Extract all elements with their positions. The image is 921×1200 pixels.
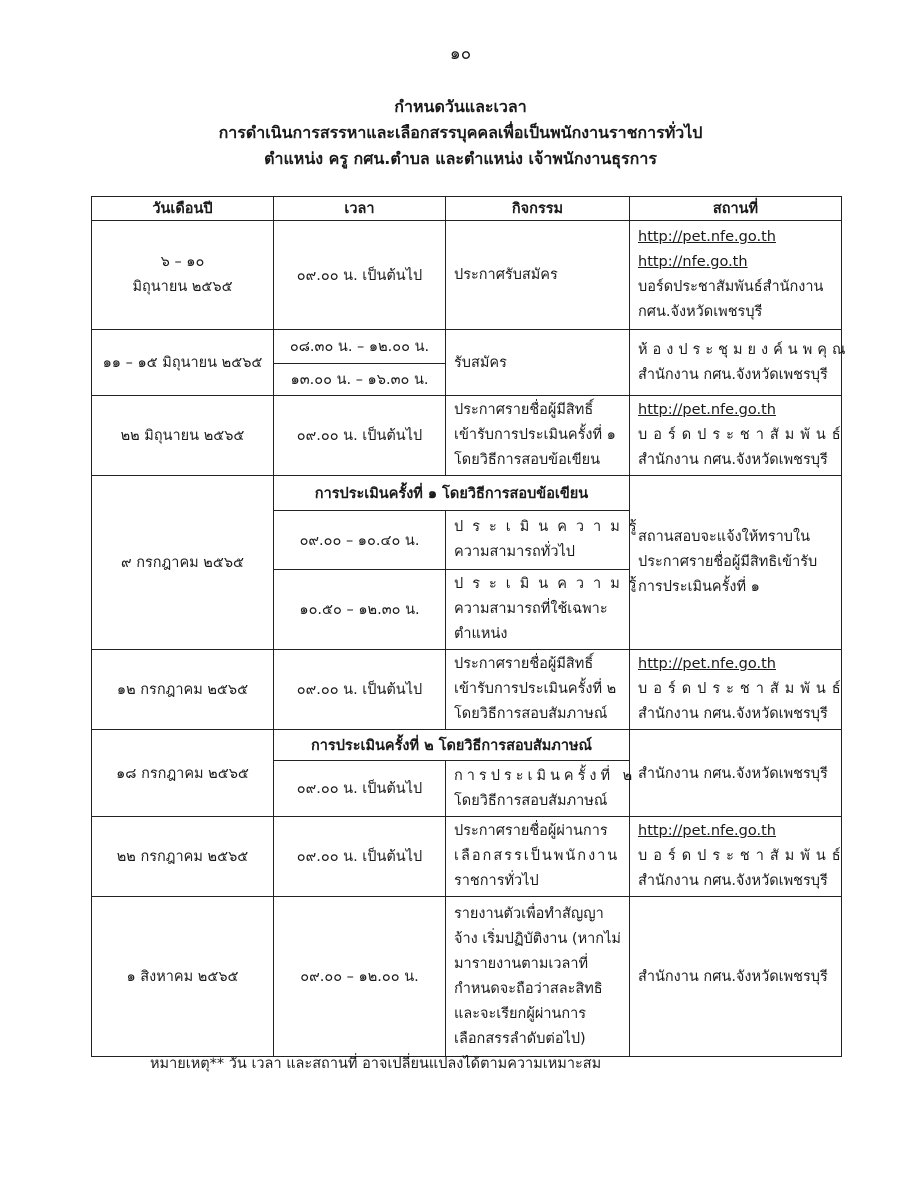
activity-cell: ประเมินความรู้ ความสามารถทั่วไป <box>446 511 630 570</box>
time-cell: ๐๙.๐๐ – ๑๒.๐๐ น. <box>274 897 446 1057</box>
header-activity: กิจกรรม <box>446 197 630 221</box>
date-cell: ๑๘ กรกฎาคม ๒๕๖๕ <box>92 730 274 817</box>
title-line-3: ตำแหน่ง ครู กศน.ตำบล และตำแหน่ง เจ้าพนักงานธุรการ <box>264 149 657 168</box>
date-cell: ๒๒ กรกฎาคม ๒๕๖๕ <box>92 817 274 897</box>
date-cell: ๒๒ มิถุนายน ๒๕๖๕ <box>92 396 274 476</box>
time-cell: ๐๙.๐๐ – ๑๐.๔๐ น. <box>274 511 446 570</box>
header-date: วันเดือนปี <box>92 197 274 221</box>
page-number: ๑๐ <box>449 44 472 64</box>
time-cell: ๐๙.๐๐ น. เป็นต้นไป <box>274 817 446 897</box>
place-cell: สำนักงาน กศน.จังหวัดเพชรบุรี <box>630 897 842 1057</box>
date-cell: ๙ กรกฎาคม ๒๕๖๕ <box>92 476 274 650</box>
assessment-1-heading: การประเมินครั้งที่ ๑ โดยวิธีการสอบข้อเขียน <box>274 476 630 511</box>
header-time: เวลา <box>274 197 446 221</box>
activity-cell: รับสมัคร <box>446 330 630 396</box>
place-cell: http://pet.nfe.go.th บอร์ดประชาสัมพันธ์ สำนักงาน กศน.จังหวัดเพชรบุรี <box>630 650 842 730</box>
date-cell: ๑ สิงหาคม ๒๕๖๕ <box>92 897 274 1057</box>
place-cell: http://pet.nfe.go.th http://nfe.go.th บอร์ดประชาสัมพันธ์สำนักงาน กศน.จังหวัดเพชรบุรี <box>630 221 842 330</box>
place-cell: สำนักงาน กศน.จังหวัดเพชรบุรี <box>630 730 842 817</box>
table-row <box>92 897 842 1057</box>
title-line-1: กำหนดวันและเวลา <box>394 97 527 116</box>
place-cell: http://pet.nfe.go.th บอร์ดประชาสัมพันธ์ สำนักงาน กศน.จังหวัดเพชรบุรี <box>630 396 842 476</box>
activity-cell: ประเมินความรู้ ความสามารถที่ใช้เฉพาะ ตำแหน่ง <box>446 570 630 650</box>
activity-cell: ประกาศรายชื่อผู้มีสิทธิ์ เข้ารับการประเมินครั้งที่ ๒ โดยวิธีการสอบสัมภาษณ์ <box>446 650 630 730</box>
footnote: หมายเหตุ** วัน เวลา และสถานที่ อาจเปลี่ยนแปลงได้ตามความเหมาะสม <box>150 1056 602 1072</box>
website-link[interactable]: http://pet.nfe.go.th <box>638 656 776 672</box>
time-cell: ๑๐.๕๐ – ๑๒.๓๐ น. <box>274 570 446 650</box>
table-row <box>92 396 842 476</box>
website-link[interactable]: http://pet.nfe.go.th <box>638 402 776 418</box>
website-link[interactable]: http://pet.nfe.go.th <box>638 823 776 839</box>
date-cell: ๖ – ๑๐ มิถุนายน ๒๕๖๕ <box>92 221 274 330</box>
place-cell: ห้องประชุมยงค์นพคุณ สำนักงาน กศน.จังหวัดเพชรบุรี <box>630 330 842 396</box>
time-cell: ๐๙.๐๐ น. เป็นต้นไป <box>274 221 446 330</box>
header-place: สถานที่ <box>630 197 842 221</box>
time-cell: ๐๙.๐๐ น. เป็นต้นไป <box>274 650 446 730</box>
table-row <box>92 817 842 897</box>
assessment-2-heading: การประเมินครั้งที่ ๒ โดยวิธีการสอบสัมภาษณ์ <box>274 730 630 761</box>
activity-cell: ประกาศรายชื่อผู้มีสิทธิ์ เข้ารับการประเมินครั้งที่ ๑ โดยวิธีการสอบข้อเขียน <box>446 396 630 476</box>
activity-cell: รายงานตัวเพื่อทำสัญญา จ้าง เริ่มปฏิบัติงาน (หากไม่ มารายงานตามเวลาที่ กำหนดจะถือว่าสละสิทธิ และจะเรียกผู้ผ่านการ เลือกสรรลำดับต่อไป) <box>446 897 630 1057</box>
table-row <box>92 730 842 761</box>
title-line-2: การดำเนินการสรรหาและเลือกสรรบุคคลเพื่อเป็นพนักงานราชการทั่วไป <box>218 123 703 142</box>
time-cell: ๐๙.๐๐ น. เป็นต้นไป <box>274 396 446 476</box>
time-cell: ๐๙.๐๐ น. เป็นต้นไป <box>274 761 446 817</box>
table-header-row <box>92 197 842 221</box>
activity-cell: การประเมินครั้งที่ ๒ โดยวิธีการสอบสัมภาษณ์ <box>446 761 630 817</box>
schedule-table <box>91 196 851 1057</box>
document-title <box>0 94 921 172</box>
table-row <box>92 221 842 330</box>
website-link[interactable]: http://pet.nfe.go.th <box>638 229 776 245</box>
table-row <box>92 476 842 511</box>
activity-cell: ประกาศรายชื่อผู้ผ่านการ เลือกสรรเป็นพนักงาน ราชการทั่วไป <box>446 817 630 897</box>
date-cell: ๑๑ – ๑๕ มิถุนายน ๒๕๖๕ <box>92 330 274 396</box>
activity-cell: ประกาศรับสมัคร <box>446 221 630 330</box>
table-row <box>92 650 842 730</box>
date-cell: ๑๒ กรกฎาคม ๒๕๖๕ <box>92 650 274 730</box>
time-cell: ๑๓.๐๐ น. – ๑๖.๓๐ น. <box>274 364 446 396</box>
table-row <box>92 330 842 364</box>
place-cell: สถานสอบจะแจ้งให้ทราบใน ประกาศรายชื่อผู้มีสิทธิเข้ารับ การประเมินครั้งที่ ๑ <box>630 476 842 650</box>
place-cell: http://pet.nfe.go.th บอร์ดประชาสัมพันธ์ สำนักงาน กศน.จังหวัดเพชรบุรี <box>630 817 842 897</box>
website-link[interactable]: http://nfe.go.th <box>638 254 748 270</box>
time-cell: ๐๘.๓๐ น. – ๑๒.๐๐ น. <box>274 330 446 364</box>
